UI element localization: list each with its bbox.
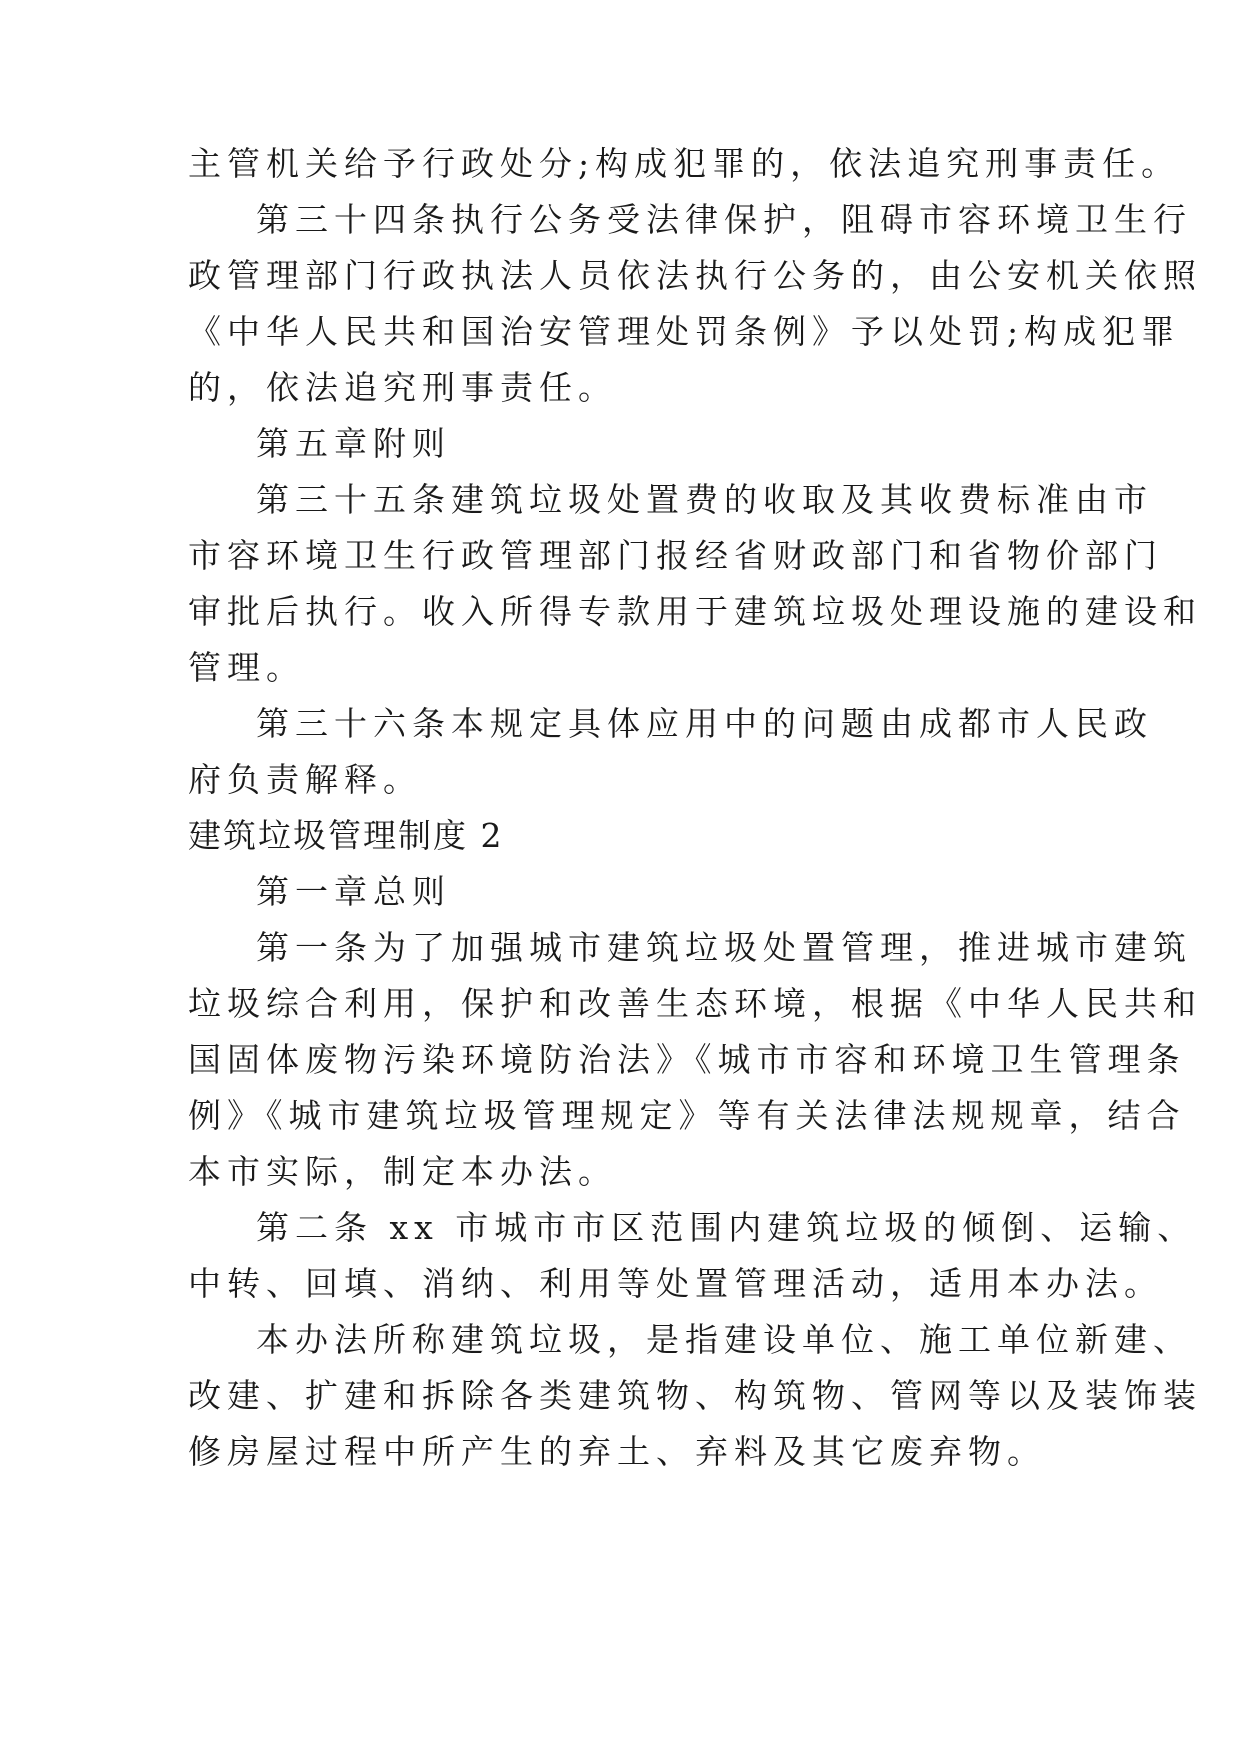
- text-line: 第三十五条建筑垃圾处置费的收取及其收费标准由市: [256, 480, 1153, 519]
- text-line: 本市实际，制定本办法。: [188, 1152, 617, 1191]
- text-line: 国固体废物污染环境防治法》《城市市容和环境卫生管理条: [188, 1040, 1186, 1079]
- text-line: 第三十六条本规定具体应用中的问题由成都市人民政: [256, 704, 1153, 743]
- text-line: 修房屋过程中所产生的弃土、弃料及其它废弃物。: [188, 1432, 1046, 1471]
- text-line: 管理。: [188, 648, 305, 687]
- text-line: 政管理部门行政执法人员依法执行公务的，由公安机关依照: [188, 256, 1202, 295]
- text-line: 市容环境卫生行政管理部门报经省财政部门和省物价部门: [188, 536, 1163, 575]
- section-title: 建筑垃圾管理制度 2: [188, 816, 504, 855]
- text-line: 第二条 xx 市城市市区范围内建筑垃圾的倾倒、运输、: [256, 1208, 1197, 1247]
- text-line: 第三十四条执行公务受法律保护，阻碍市容环境卫生行: [256, 200, 1192, 239]
- text-line: 例》《城市建筑垃圾管理规定》等有关法律法规规章，结合: [188, 1096, 1186, 1135]
- chapter-heading: 第五章附则: [256, 424, 451, 463]
- text-line: 本办法所称建筑垃圾，是指建设单位、施工单位新建、: [256, 1320, 1192, 1359]
- text-line: 垃圾综合利用，保护和改善生态环境，根据《中华人民共和: [188, 984, 1202, 1023]
- text-line: 审批后执行。收入所得专款用于建筑垃圾处理设施的建设和: [188, 592, 1202, 631]
- text-line: 的，依法追究刑事责任。: [188, 368, 617, 407]
- text-line: 主管机关给予行政处分;构成犯罪的，依法追究刑事责任。: [188, 144, 1181, 183]
- chapter-heading: 第一章总则: [256, 872, 451, 911]
- text-line: 《中华人民共和国治安管理处罚条例》予以处罚;构成犯罪: [188, 312, 1181, 351]
- text-line: 中转、回填、消纳、利用等处置管理活动，适用本办法。: [188, 1264, 1163, 1303]
- text-line: 改建、扩建和拆除各类建筑物、构筑物、管网等以及装饰装: [188, 1376, 1202, 1415]
- text-line: 第一条为了加强城市建筑垃圾处置管理，推进城市建筑: [256, 928, 1192, 967]
- text-line: 府负责解释。: [188, 760, 422, 799]
